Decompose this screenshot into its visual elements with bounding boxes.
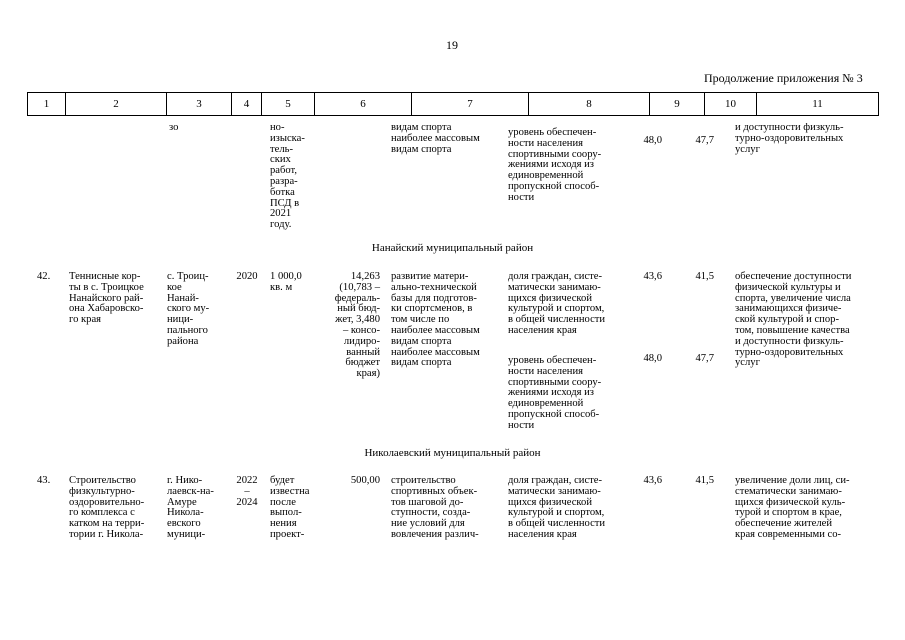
cell-value-base: 43,6 — [643, 271, 662, 282]
header-cell: 6 — [315, 93, 412, 116]
cell-number: 43. — [37, 475, 51, 486]
cell-location: г. Нико- лаевск-на- Амуре Никола- евского муници- — [167, 475, 214, 540]
cell-tasks: строительство спортивных объек- тов шаговой до- ступности, созда- ние условий для вовлечения различ- — [391, 475, 479, 540]
section-heading-nikolaevsk: Николаевский муниципальный район — [364, 447, 541, 459]
cell-tasks: видам спорта наиболее массовым видам спорта — [391, 122, 480, 155]
cell-value-target: 47,7 — [695, 135, 714, 146]
header-row — [28, 93, 879, 116]
cell-indicator: доля граждан, систе- матически занимаю- щихся физической культурой и спортом, в общей численности населения края — [508, 475, 606, 540]
appendix-label: Продолжение приложения № 3 — [704, 71, 863, 85]
cell-location: с. Троиц- кое Нанай- ского му- ници- пального района — [167, 271, 210, 347]
header-cell: 2 — [66, 93, 167, 116]
cell-value-target: 41,5 — [695, 271, 714, 282]
cell-tasks: развитие матери- ально-технической базы для подготов- ки спортсменов, в том числе по наиболее массовым видам спорта наиболее массовым видам спорта — [391, 271, 480, 369]
header-cell: 9 — [650, 93, 705, 116]
page-number: 19 — [446, 38, 458, 52]
cell-object: Теннисные кор- ты в с. Троицкое Нанайского рай- она Хабаровско- го края — [69, 271, 144, 326]
cell-number: 42. — [37, 271, 51, 282]
cell-value-target: 47,7 — [695, 353, 714, 364]
section-heading-nanai: Нанайский муниципальный район — [371, 242, 534, 254]
header-cell: 4 — [232, 93, 262, 116]
cell-value-target: 41,5 — [695, 475, 714, 486]
cell-value-base: 43,6 — [643, 475, 662, 486]
cell-value-base: 48,0 — [643, 353, 662, 364]
header-cell: 8 — [529, 93, 650, 116]
cell-capacity: будет известна после выпол- нения проект- — [270, 475, 310, 540]
cell-result: обеспечение доступности физической культуры и спорта, увеличение числа занимающихся физиче- ской культурой и спор- том, повышение качества и доступности физкуль- турно-оздоровительных услуг — [735, 271, 852, 369]
cell-indicator: уровень обеспечен- ности населения спортивными соору- жениями исходя из единовременной пропускной способ- ности — [508, 127, 602, 203]
cell-object: Строительство физкультурно- оздоровительно- го комплекса с катком на терри- тории г. Никола- — [69, 475, 145, 540]
cell-indicator: доля граждан, систе- матически занимаю- щихся физической культурой и спортом, в общей численности населения края — [508, 271, 606, 336]
cell-capacity: но- изыска- тель- ских работ, разра- ботка ПСД в 2021 году. — [270, 122, 305, 231]
header-cell: 5 — [262, 93, 315, 116]
cell-year: 2022 – 2024 — [236, 475, 258, 508]
cell-indicator: уровень обеспечен- ности населения спортивными соору- жениями исходя из единовременной пропускной способ- ности — [508, 355, 602, 431]
header-cell: 7 — [412, 93, 529, 116]
cell-location: зо — [169, 122, 179, 133]
cell-result: увеличение доли лиц, си- стематически занимаю- щихся физической куль- турой и спортом в крае, обеспечение жителей края современными со- — [735, 475, 850, 540]
cell-cost: 14,263 (10,783 – федераль- ный бюд- жет, 3,480 – консо- лидиро- ванный бюджет края) — [334, 271, 380, 380]
cell-capacity: 1 000,0 кв. м — [270, 271, 302, 293]
cell-result: и доступности физкуль- турно-оздоровительных услуг — [735, 122, 844, 155]
column-number-header — [27, 92, 879, 116]
cell-cost: 500,00 — [350, 475, 380, 486]
header-cell: 1 — [28, 93, 66, 116]
cell-value-base: 48,0 — [643, 135, 662, 146]
cell-year: 2020 — [236, 271, 258, 282]
header-cell: 11 — [757, 93, 879, 116]
header-cell: 3 — [167, 93, 232, 116]
header-cell: 10 — [705, 93, 757, 116]
